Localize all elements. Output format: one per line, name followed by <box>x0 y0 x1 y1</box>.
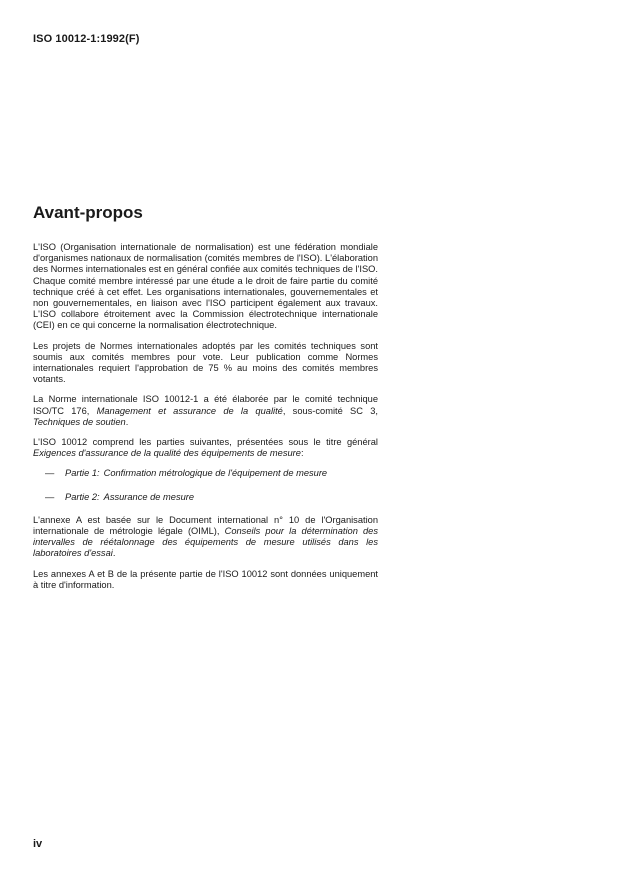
paragraph-annex-a <box>33 515 378 560</box>
page-header: ISO 10012-1:1992(F) <box>33 33 140 45</box>
parts-intro-colon: : <box>300 448 304 459</box>
general-title: Exigences d'assurance de la qualité des équipements de mesure <box>33 448 301 459</box>
committee-text-1: La Norme internationale ISO 10012-1 a été élaborée par le comité technique ISO/TC 176, <box>33 394 378 416</box>
list-dash: — <box>45 491 55 502</box>
list-dash: — <box>45 468 55 479</box>
subcommittee-title: Techniques de soutien <box>33 416 126 427</box>
list-part-label: Partie 2: <box>65 491 100 502</box>
annex-a-end: . <box>112 548 116 559</box>
list-item <box>33 492 378 503</box>
committee-text-2: , sous-comité SC 3, <box>282 405 378 416</box>
parts-intro-text: L'ISO 10012 comprend les parties suivantes, présentées sous le titre général <box>33 437 378 448</box>
paragraph-draft-approval: Les projets de Normes internationales adoptés par les comités techniques sont soumis aux comités membres pour vote. Leur publication comme Normes internationales requiert l'approbation de 75 % au moins des comités membres votants. <box>33 340 378 385</box>
list-part-label: Partie 1: <box>65 468 100 479</box>
annex-a-document-title: Conseils pour la détermination des intervalles de réétalonnage des équipements de mesure utilisés dans les laboratoires d'essai <box>33 526 378 559</box>
paragraph-iso-intro: L'ISO (Organisation internationale de normalisation) est une fédération mondiale d'organismes nationaux de normalisation (comités membres de l'ISO). L'élaboration des Normes internationales est en général confiée aux comités techniques de l'ISO. Chaque comité membre intéressé par une étude a le droit de faire partie du comité technique créé à cet effet. Les organisations internationales, gouvernementales et non gouvernementales, en liaison avec l'ISO participent également aux travaux. L'ISO collabore étroitement avec la Commission électrotechnique internationale (CEI) en ce qui concerne la normalisation électrotechnique. <box>33 242 378 331</box>
section-title: Avant-propos <box>33 203 143 222</box>
list-part-title: Assurance de mesure <box>103 491 195 502</box>
list-part-title: Confirmation métrologique de l'équipement de mesure <box>103 468 328 479</box>
foreword-body <box>33 242 378 600</box>
paragraph-annexes-info: Les annexes A et B de la présente partie de l'ISO 10012 sont données uniquement à titre d'information. <box>33 568 378 590</box>
paragraph-committee <box>33 394 378 428</box>
paragraph-parts-intro <box>33 437 378 459</box>
committee-title: Management et assurance de la qualité <box>96 405 283 416</box>
page-number: iv <box>33 838 43 850</box>
list-item <box>33 468 378 479</box>
annex-a-text: L'annexe A est basée sur le Document international n° 10 de l'Organisation internationale de métrologie légale (OIML), <box>33 514 378 537</box>
committee-text-3: . <box>125 416 129 427</box>
